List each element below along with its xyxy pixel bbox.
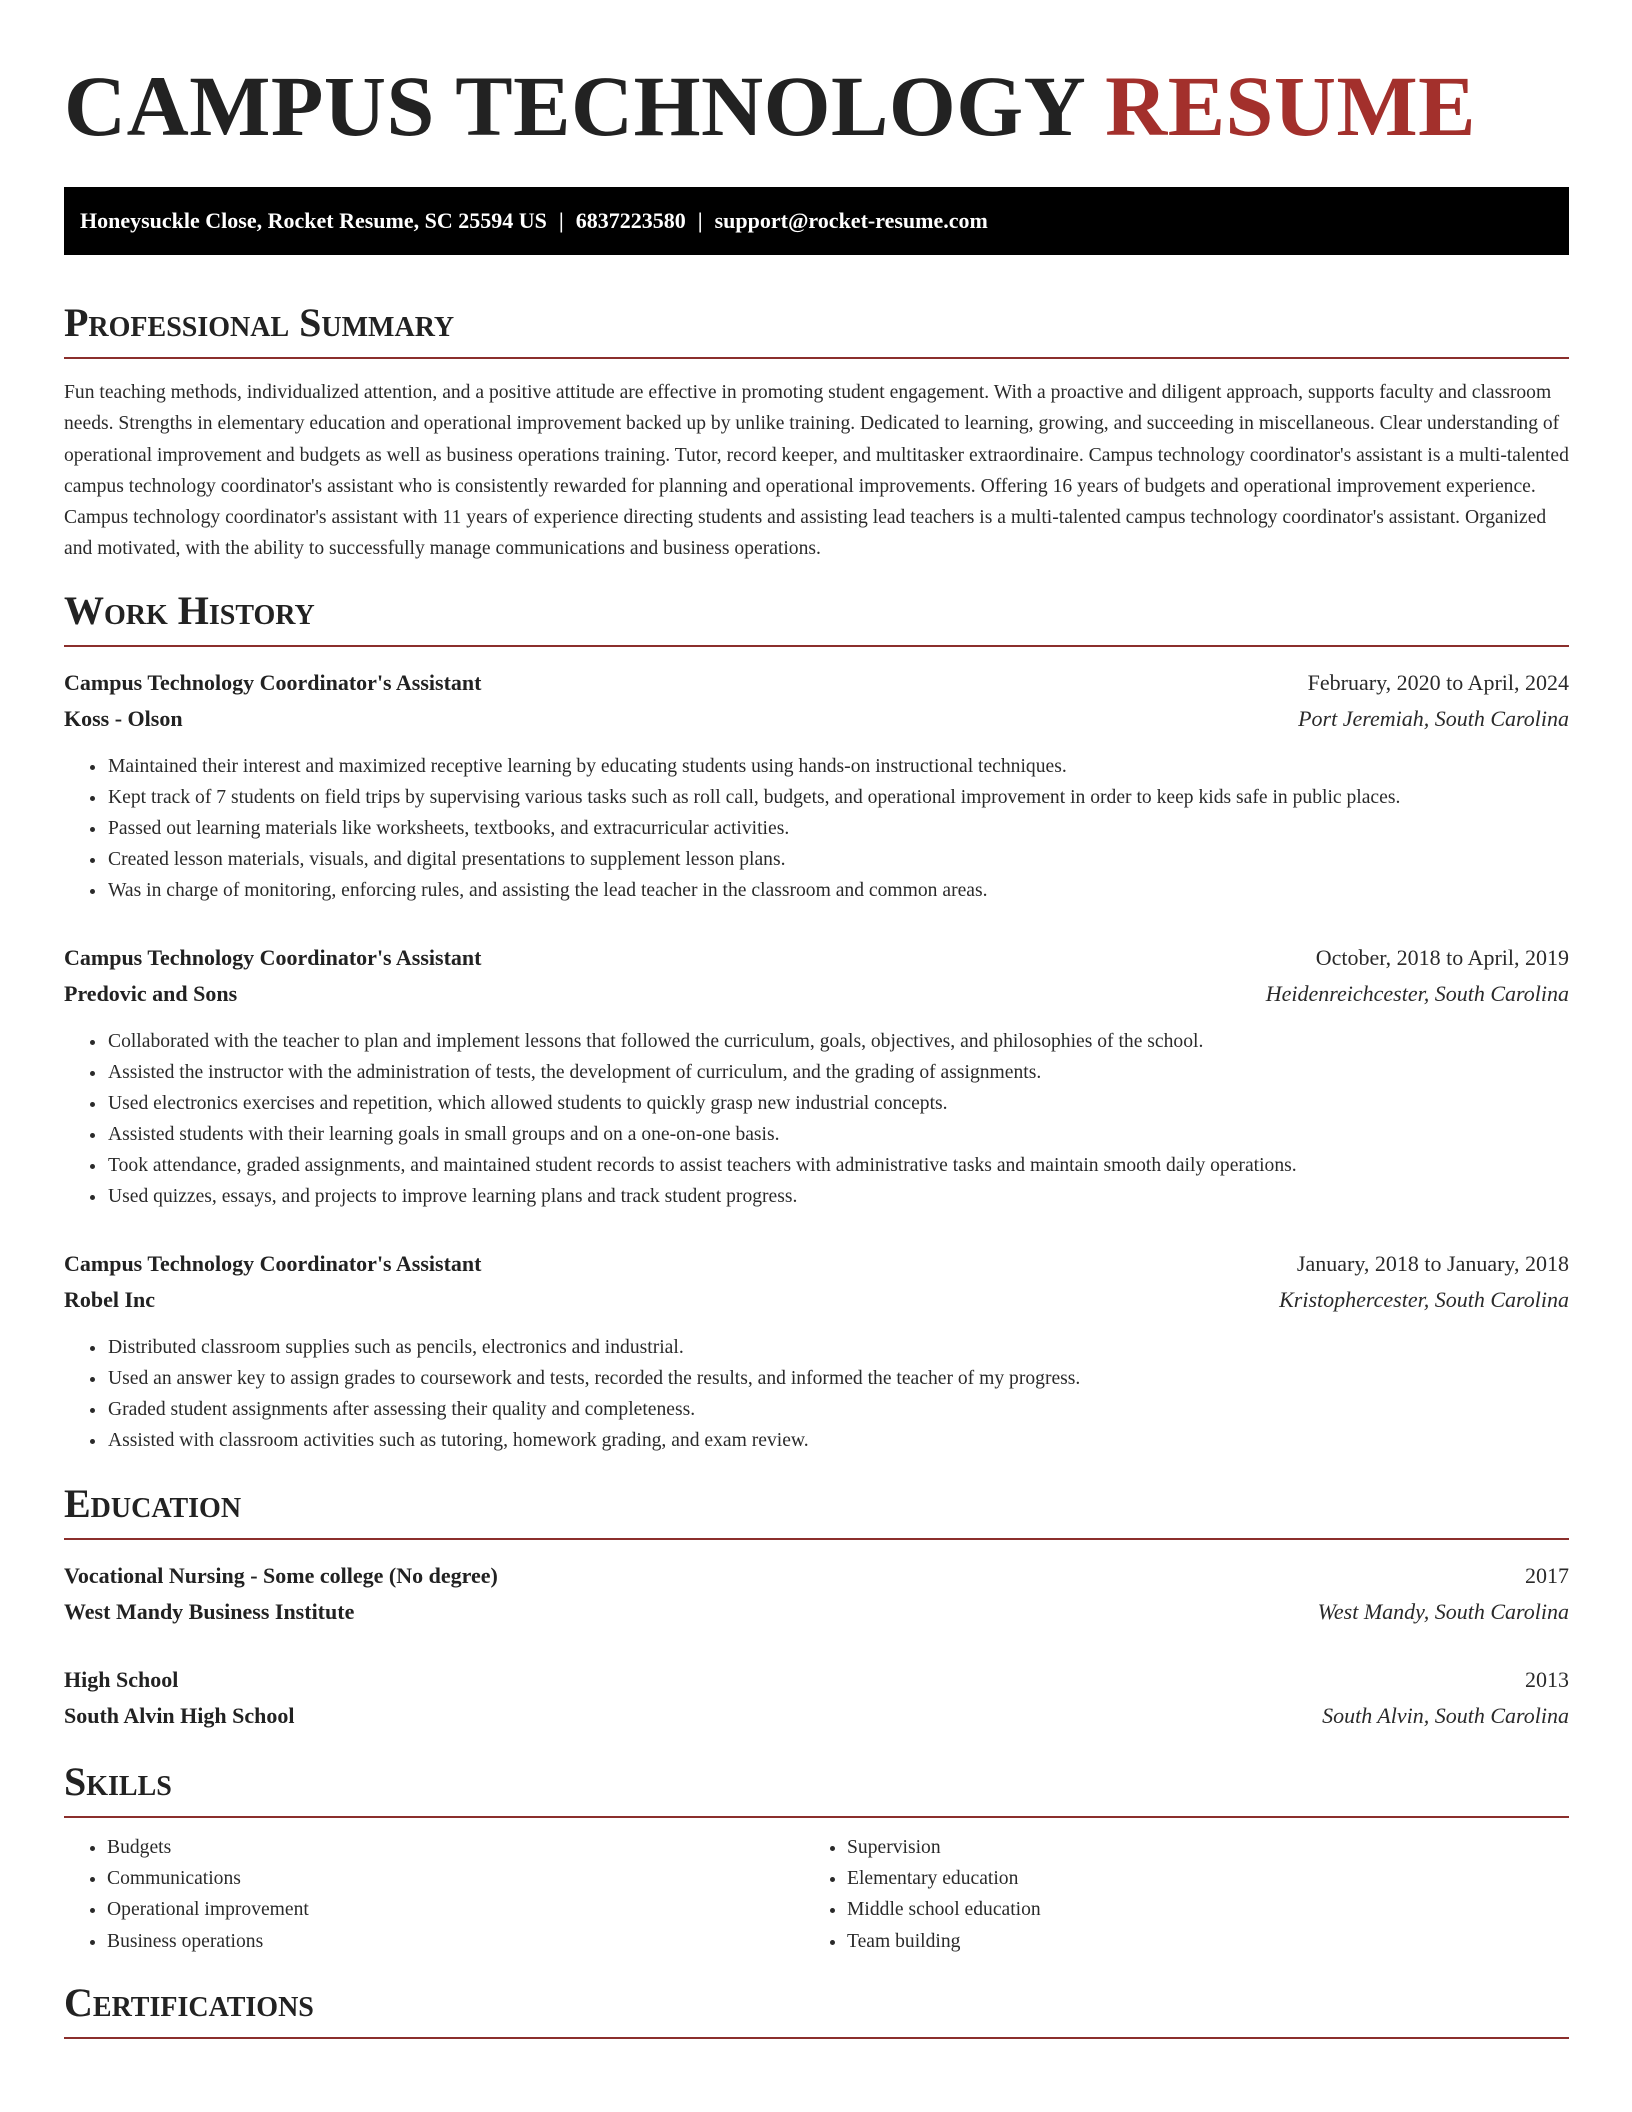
contact-email: support@rocket-resume.com: [714, 208, 988, 233]
job-dates: February, 2020 to April, 2024: [1307, 669, 1569, 695]
title-accent: RESUME: [1105, 58, 1477, 154]
contact-bar: [64, 187, 1569, 255]
skill-item: • Supervision: [847, 1832, 1544, 1863]
job-company: Robel Inc: [64, 1286, 156, 1312]
summary-text: Fun teaching methods, individualized attention, and a positive attitude are effective in promoting student engagement. With a proactive and diligent approach, supports faculty and classroom needs. Strengths in elementary education and operational improvement backed up by unlike training. Dedicated to learning, growing, and succeeding in miscellaneous. Clear understanding of operational improvement and budgets as well as business operations training. Tutor, record keeper, and multitasker extraordinaire. Campus technology coordinator's assistant is a multi-talented campus technology coordinator's assistant who is consistently rewarded for planning and operational improvements. Offering 16 years of budgets and operational improvement experience. Campus technology coordinator's assistant with 11 years of experience directing students and assisting lead teachers is a multi-talented campus technology coordinator's assistant. Organized and motivated, with the ability to successfully manage communications and business operations.: [64, 382, 1569, 560]
contact-separator: |: [558, 208, 564, 233]
job-dates: October, 2018 to April, 2019: [1315, 944, 1569, 970]
section-heading-certifications: Certifications: [64, 1979, 1569, 2039]
skill-item: • Operational improvement: [107, 1894, 804, 1925]
skills-column-right: [804, 1832, 1544, 1957]
contact-separator: |: [697, 208, 703, 233]
education-degree-row: [64, 1558, 1569, 1594]
job-bullet: • Graded student assignments after assessing their quality and completeness.: [107, 1394, 1569, 1425]
job-bullet: • Passed out learning materials like worksheets, textbooks, and extracurricular activities.: [107, 813, 1569, 844]
contact-address: Honeysuckle Close, Rocket Resume, SC 25594 US: [80, 208, 547, 233]
job-bullet: • Maintained their interest and maximized receptive learning by educating students using hands-on instructional techniques.: [107, 751, 1569, 782]
job-title: Campus Technology Coordinator's Assistant: [64, 1250, 482, 1276]
skill-item: • Team building: [847, 1926, 1544, 1957]
job-entry: [64, 665, 1569, 906]
job-bullet: • Used electronics exercises and repetition, which allowed students to quickly grasp new industrial concepts.: [107, 1088, 1569, 1119]
job-bullet: • Was in charge of monitoring, enforcing rules, and assisting the lead teacher in the classroom and common areas.: [107, 875, 1569, 906]
education-location: West Mandy, South Carolina: [1317, 1598, 1569, 1624]
job-entry: [64, 1246, 1569, 1456]
job-bullets: [64, 1332, 1569, 1456]
job-bullet: • Assisted with classroom activities such as tutoring, homework grading, and exam review.: [107, 1425, 1569, 1456]
job-bullet: • Used quizzes, essays, and projects to improve learning plans and track student progress.: [107, 1181, 1569, 1212]
job-bullet: • Took attendance, graded assignments, and maintained student records to assist teachers with administrative tasks and maintain smooth daily operations.: [107, 1150, 1569, 1181]
education-location: South Alvin, South Carolina: [1322, 1702, 1569, 1728]
job-bullet: • Collaborated with the teacher to plan and implement lessons that followed the curriculum, goals, objectives, and philosophies of the school.: [107, 1026, 1569, 1057]
job-bullets: [64, 1026, 1569, 1212]
job-company-row: [64, 976, 1569, 1012]
job-dates: January, 2018 to January, 2018: [1296, 1250, 1569, 1276]
job-bullet: • Kept track of 7 students on field trips by supervising various tasks such as roll call, budgets, and operational improvement in order to keep kids safe in public places.: [107, 782, 1569, 813]
education-school: South Alvin High School: [64, 1702, 295, 1728]
job-bullet: • Distributed classroom supplies such as pencils, electronics and industrial.: [107, 1332, 1569, 1363]
skills-grid: [64, 1832, 1569, 1957]
job-header-row: [64, 1246, 1569, 1282]
job-bullets: [64, 751, 1569, 906]
skill-item: • Budgets: [107, 1832, 804, 1863]
skills-column-left: [64, 1832, 804, 1957]
job-location: Kristophercester, South Carolina: [1279, 1286, 1569, 1312]
contact-phone: 6837223580: [575, 208, 686, 233]
job-title: Campus Technology Coordinator's Assistant: [64, 669, 482, 695]
section-heading-education: Education: [64, 1480, 1569, 1540]
job-bullet: • Used an answer key to assign grades to coursework and tests, recorded the results, and informed the teacher of my progress.: [107, 1363, 1569, 1394]
job-company: Predovic and Sons: [64, 980, 238, 1006]
job-title: Campus Technology Coordinator's Assistant: [64, 944, 482, 970]
education-degree: Vocational Nursing - Some college (No degree): [64, 1562, 498, 1588]
resume-page: [64, 0, 1569, 2039]
section-heading-skills: Skills: [64, 1758, 1569, 1818]
education-school-row: [64, 1698, 1569, 1734]
section-heading-work-history: Work History: [64, 587, 1569, 647]
education-degree: High School: [64, 1666, 179, 1692]
skill-item: • Communications: [107, 1863, 804, 1894]
job-header-row: [64, 665, 1569, 701]
job-entry: [64, 940, 1569, 1212]
job-company: Koss - Olson: [64, 705, 183, 731]
section-heading-summary: Professional Summary: [64, 299, 1569, 359]
job-bullet: • Assisted the instructor with the administration of tests, the development of curriculum, and the grading of assignments.: [107, 1057, 1569, 1088]
education-school-row: [64, 1594, 1569, 1630]
title-main: CAMPUS TECHNOLOGY: [64, 58, 1084, 154]
education-entry: [64, 1558, 1569, 1630]
job-company-row: [64, 701, 1569, 737]
education-entry: [64, 1662, 1569, 1734]
job-location: Heidenreichcester, South Carolina: [1265, 980, 1569, 1006]
job-company-row: [64, 1282, 1569, 1318]
education-year: 2013: [1525, 1666, 1569, 1692]
job-header-row: [64, 940, 1569, 976]
education-school: West Mandy Business Institute: [64, 1598, 355, 1624]
skill-item: • Business operations: [107, 1926, 804, 1957]
skill-item: • Elementary education: [847, 1863, 1544, 1894]
job-bullet: • Created lesson materials, visuals, and digital presentations to supplement lesson plans.: [107, 844, 1569, 875]
job-location: Port Jeremiah, South Carolina: [1298, 705, 1569, 731]
skill-item: • Middle school education: [847, 1894, 1544, 1925]
education-year: 2017: [1525, 1562, 1569, 1588]
education-degree-row: [64, 1662, 1569, 1698]
resume-title: [64, 56, 1569, 156]
job-bullet: • Assisted students with their learning goals in small groups and on a one-on-one basis.: [107, 1119, 1569, 1150]
